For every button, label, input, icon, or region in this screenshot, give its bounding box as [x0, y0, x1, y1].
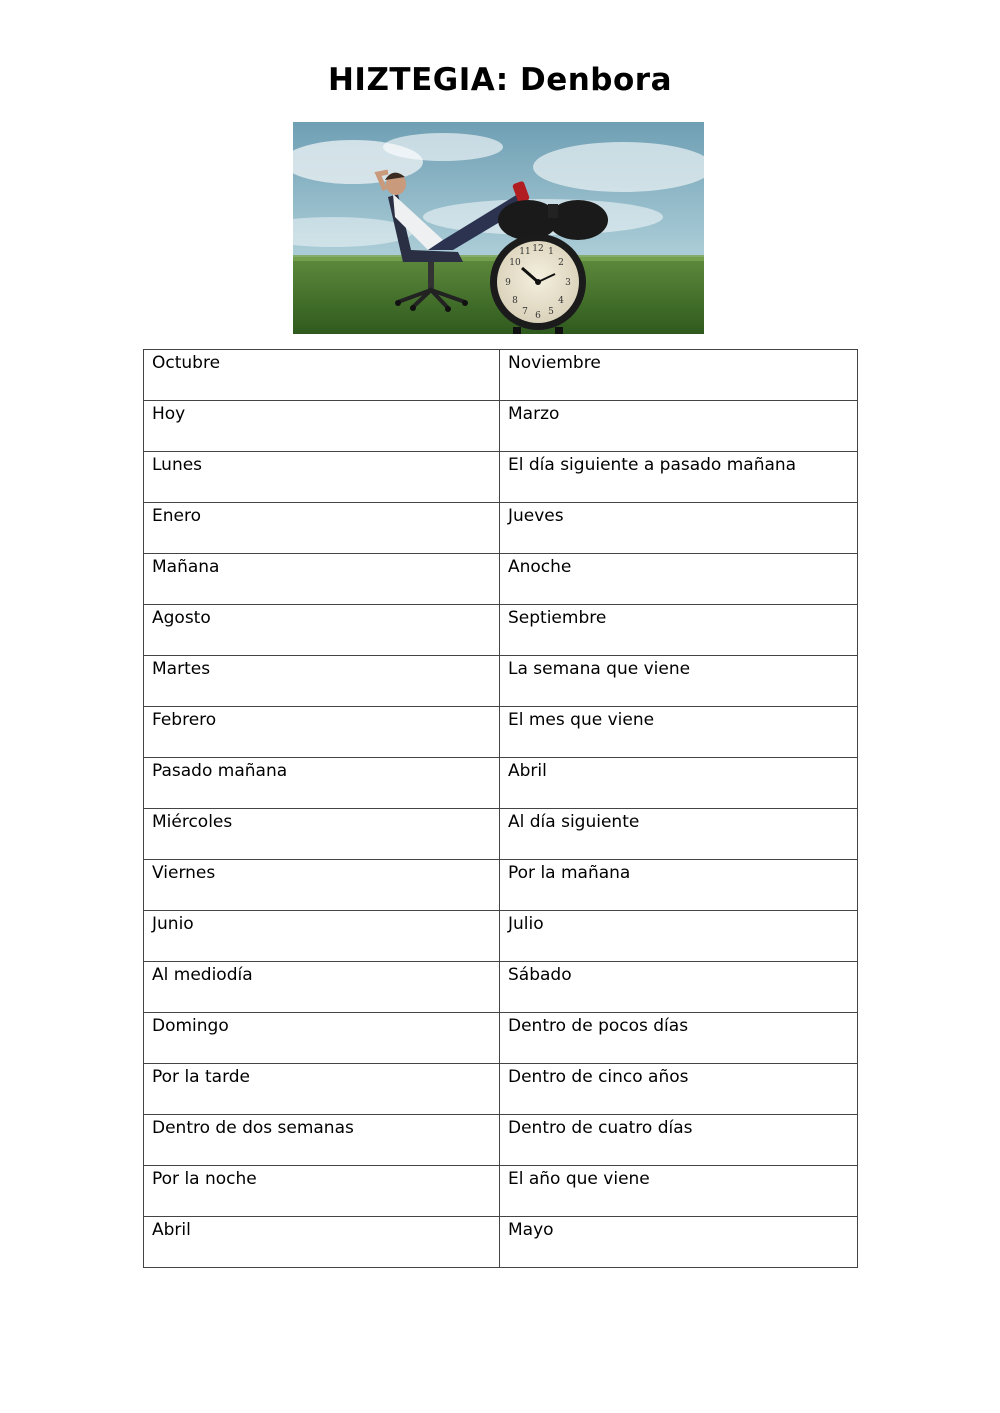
table-cell: Junio [144, 911, 500, 962]
clock-number: 4 [558, 296, 564, 306]
clock-number: 11 [519, 247, 531, 257]
table-cell: Martes [144, 656, 500, 707]
vocabulary-table [143, 349, 858, 1268]
table-cell: Septiembre [500, 605, 858, 656]
table-row [144, 350, 858, 401]
table-row [144, 656, 858, 707]
table-cell: Jueves [500, 503, 858, 554]
table-row [144, 401, 858, 452]
clock-number: 9 [505, 278, 511, 288]
table-row [144, 452, 858, 503]
table-row [144, 1217, 858, 1268]
clock-number: 1 [548, 247, 554, 257]
table-cell: Pasado mañana [144, 758, 500, 809]
table-cell: El año que viene [500, 1166, 858, 1217]
table-row [144, 1115, 858, 1166]
table-cell: Por la noche [144, 1166, 500, 1217]
table-cell: Mañana [144, 554, 500, 605]
clock-number: 5 [548, 307, 554, 317]
clock-number: 8 [512, 296, 518, 306]
clock-number: 2 [558, 258, 564, 268]
table-cell: Al mediodía [144, 962, 500, 1013]
table-cell: Agosto [144, 605, 500, 656]
table-cell: Noviembre [500, 350, 858, 401]
table-row [144, 962, 858, 1013]
table-cell: Al día siguiente [500, 809, 858, 860]
table-cell: El mes que viene [500, 707, 858, 758]
clock-number: 6 [535, 311, 541, 321]
table-row [144, 860, 858, 911]
table-cell: Julio [500, 911, 858, 962]
table-cell: Dentro de cinco años [500, 1064, 858, 1115]
clock-number: 3 [565, 278, 571, 288]
table-row [144, 911, 858, 962]
table-cell: Dentro de dos semanas [144, 1115, 500, 1166]
table-row [144, 554, 858, 605]
table-row [144, 1013, 858, 1064]
table-row [144, 809, 858, 860]
clock-number: 10 [509, 258, 521, 268]
table-cell: Octubre [144, 350, 500, 401]
table-row [144, 605, 858, 656]
table-cell: Lunes [144, 452, 500, 503]
table-cell: Miércoles [144, 809, 500, 860]
table-cell: Viernes [144, 860, 500, 911]
table-row [144, 758, 858, 809]
table-cell: Abril [500, 758, 858, 809]
table-cell: La semana que viene [500, 656, 858, 707]
table-cell: Dentro de pocos días [500, 1013, 858, 1064]
table-row [144, 1064, 858, 1115]
table-cell: Por la mañana [500, 860, 858, 911]
table-row [144, 707, 858, 758]
table-cell: Abril [144, 1217, 500, 1268]
clock-number: 12 [532, 244, 544, 254]
table-cell: Enero [144, 503, 500, 554]
page-title: HIZTEGIA: Denbora [327, 62, 673, 98]
table-cell: Hoy [144, 401, 500, 452]
table-cell: El día siguiente a pasado mañana [500, 452, 858, 503]
table-cell: Por la tarde [144, 1064, 500, 1115]
table-row [144, 503, 858, 554]
table-cell: Sábado [500, 962, 858, 1013]
relaxing-clock-illustration [293, 122, 704, 334]
clock-number: 7 [522, 307, 528, 317]
table-row [144, 1166, 858, 1217]
table-cell: Domingo [144, 1013, 500, 1064]
table-cell: Marzo [500, 401, 858, 452]
table-cell: Mayo [500, 1217, 858, 1268]
table-cell: Febrero [144, 707, 500, 758]
table-cell: Anoche [500, 554, 858, 605]
table-cell: Dentro de cuatro días [500, 1115, 858, 1166]
